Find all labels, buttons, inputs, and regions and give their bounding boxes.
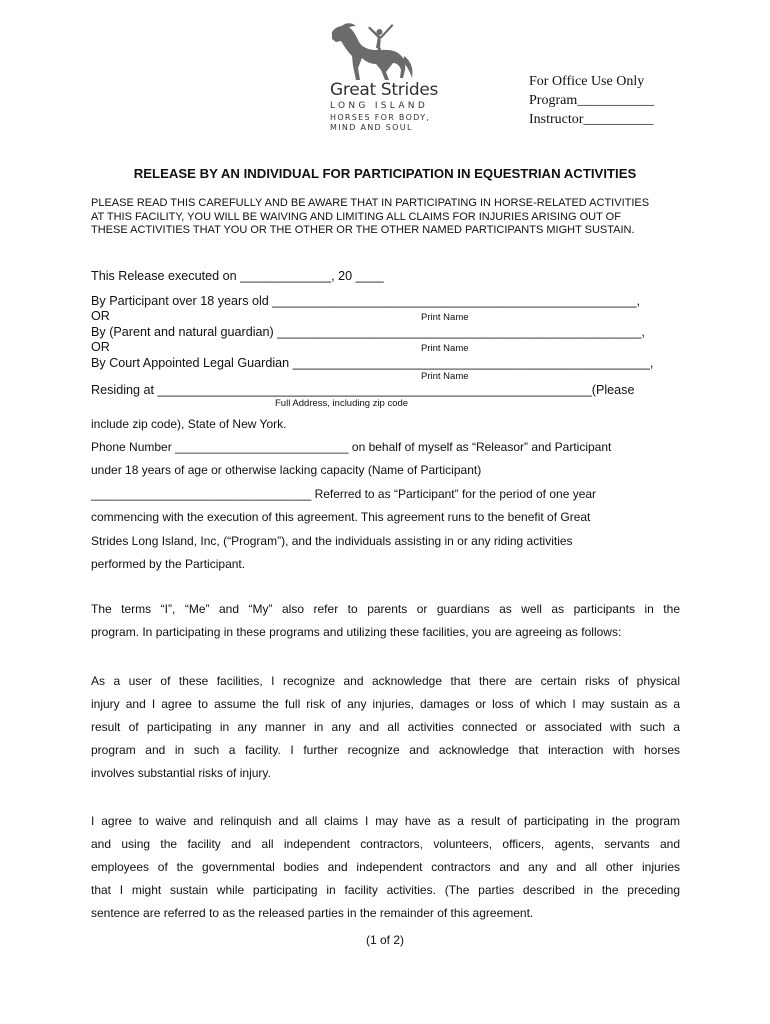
waive-line: sentence are referred to as the released parties in the remainder of this agreement. — [91, 906, 534, 920]
waive-line: employees of the governmental bodies and independent contractors and any and all other injuries — [91, 860, 680, 874]
parent-signature-line[interactable]: By (Parent and natural guardian) ____________________________________________________, — [91, 325, 645, 339]
risks-line: injury and I agree to assume the full risk of any injuries, damages or loss of which I may sustain as a — [91, 697, 680, 711]
risks-paragraph — [91, 670, 680, 785]
waive-line: I agree to waive and relinquish and all claims I may have as a result of participating in the program — [91, 814, 680, 828]
residing-address-line[interactable]: Residing at ______________________________________________________________(Please — [91, 383, 635, 397]
participant-capacity-line: under 18 years of age or otherwise lacking capacity (Name of Participant) — [91, 463, 482, 477]
full-address-label: Full Address, including zip code — [275, 398, 409, 409]
commencing-line: commencing with the execution of this agreement. This agreement runs to the benefit of Great — [91, 510, 591, 524]
waive-line: that I might sustain while participating in facility activities. (The parties described in the preceding — [91, 883, 680, 897]
document-title: RELEASE BY AN INDIVIDUAL FOR PARTICIPATION IN EQUESTRIAN ACTIVITIES — [133, 166, 637, 181]
print-name-label: Print Name — [421, 312, 469, 323]
waive-line: and using the facility and all independent contractors, volunteers, officers, agents, servants and — [91, 837, 680, 851]
print-name-label: Print Name — [421, 343, 469, 354]
release-executed-line[interactable]: This Release executed on _____________, 20 ____ — [91, 269, 384, 283]
logo-brand-name: Great Strides — [330, 80, 439, 100]
warning-paragraph: PLEASE READ THIS CAREFULLY AND BE AWARE THAT IN PARTICIPATING IN HORSE-RELATED ACTIVITIES AT THIS FACILITY, YOU WILL BE WAIVING AND LIMITING ALL CLAIMS FOR INJURIES ARISING OUT OF THESE ACTIVITIES THAT YOU OR THE OTHER OR THE OTHER NAMED PARTICIPANTS MIGHT SUSTAIN. — [91, 197, 650, 236]
terms-line: program. In participating in these programs and utilizing these facilities, you are agreeing as follows: — [91, 625, 622, 639]
print-name-label: Print Name — [421, 371, 469, 382]
guardian-signature-line[interactable]: By Court Appointed Legal Guardian ___________________________________________________, — [91, 356, 654, 370]
office-program-field[interactable]: Program___________ — [529, 93, 655, 108]
participant-signature-line[interactable]: By Participant over 18 years old ____________________________________________________, — [91, 294, 641, 308]
risks-line: involves substantial risks of injury. — [91, 766, 271, 780]
office-use-block — [529, 72, 654, 129]
office-use-heading: For Office Use Only — [529, 74, 645, 89]
page-number: (1 of 2) — [365, 933, 404, 947]
risks-line: program and in such a facility. I further recognize and acknowledge that interaction with horses — [91, 743, 680, 757]
waive-paragraph — [91, 810, 680, 925]
logo-tagline: HORSES FOR BODY, MIND AND SOUL — [330, 113, 431, 132]
program-beneficiary-line: Strides Long Island, Inc, (“Program”), and the individuals assisting in or any riding activities — [91, 534, 573, 548]
logo-location: LONG ISLAND — [330, 101, 429, 111]
participant-name-line[interactable]: _________________________________ Referred to as “Participant” for the period of one year — [91, 487, 597, 501]
or-separator: OR — [91, 309, 110, 323]
office-instructor-field[interactable]: Instructor__________ — [529, 112, 654, 127]
risks-line: result of participating in any manner in any and all activities connected or associated with such a — [91, 720, 680, 734]
terms-paragraph — [91, 598, 680, 644]
horse-rider-logo-icon — [326, 20, 416, 82]
organization-logo — [326, 20, 439, 135]
risks-line: As a user of these facilities, I recognize and acknowledge that there are certain risks of physical — [91, 674, 680, 688]
terms-line: The terms “I”, “Me” and “My” also refer to parents or guardians as well as participants in the — [91, 602, 680, 616]
phone-number-line[interactable]: Phone Number __________________________ on behalf of myself as “Releasor” and Participant — [91, 440, 612, 454]
zip-code-line: include zip code), State of New York. — [91, 417, 287, 431]
or-separator: OR — [91, 340, 110, 354]
performed-line: performed by the Participant. — [91, 557, 246, 571]
